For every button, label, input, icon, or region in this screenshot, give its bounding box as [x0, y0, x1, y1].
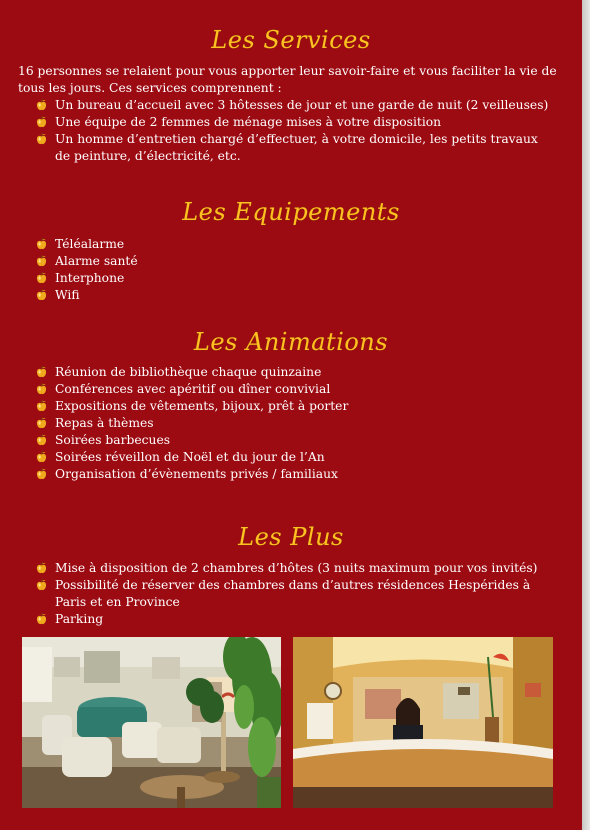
- equipements-list-item-text: Téléalarme: [55, 237, 125, 251]
- services-intro: 16 personnes se relaient pour vous apporter leur savoir-faire et vous faciliter la vie de tous les jours. Ces services comprennent :: [18, 64, 557, 95]
- reception-desk-photo: [293, 637, 553, 808]
- plus-list-item: [36, 611, 556, 628]
- animations-list-item-text: Réunion de bibliothèque chaque quinzaine: [55, 365, 322, 379]
- services-list-item-text: Un bureau d’accueil avec 3 hôtesses de jour et une garde de nuit (2 veilleuses): [55, 98, 549, 112]
- plus-heading: Les Plus: [238, 523, 344, 551]
- apple-bullet-icon: [36, 255, 47, 267]
- services-list-item: [36, 114, 556, 131]
- plus-list-item: [36, 560, 556, 577]
- apple-bullet-icon: [36, 579, 47, 591]
- animations-list-item: [36, 381, 556, 398]
- animations-list-item: [36, 466, 556, 483]
- animations-list-item: [36, 449, 556, 466]
- equipements-list-item: [36, 270, 556, 287]
- apple-bullet-icon: [36, 289, 47, 301]
- plus-list-item-text: Possibilité de réserver des chambres dans d’autres résidences Hespérides à Paris et en Province: [55, 578, 531, 609]
- equipements-list-item-text: Interphone: [55, 271, 125, 285]
- animations-list-item: [36, 398, 556, 415]
- animations-list-item-text: Conférences avec apéritif ou dîner convivial: [55, 382, 331, 396]
- plus-list-item-text: Mise à disposition de 2 chambres d’hôtes (3 nuits maximum pour vos invités): [55, 561, 538, 575]
- apple-bullet-icon: [36, 116, 47, 128]
- animations-heading: Les Animations: [193, 328, 389, 356]
- animations-list-item-text: Expositions de vêtements, bijoux, prêt à porter: [55, 399, 349, 413]
- animations-list-item-text: Soirées barbecues: [55, 433, 171, 447]
- services-list-item-text: Un homme d’entretien chargé d’effectuer, à votre domicile, les petits travaux de peinture, d’électricité, etc.: [55, 132, 538, 163]
- plus-list-item: [36, 577, 556, 611]
- equipements-list-item-text: Alarme santé: [55, 254, 138, 268]
- equipements-list-item: [36, 236, 556, 253]
- services-list-item-text: Une équipe de 2 femmes de ménage mises à votre disposition: [55, 115, 442, 129]
- apple-bullet-icon: [36, 451, 47, 463]
- apple-bullet-icon: [36, 99, 47, 111]
- animations-list-item-text: Soirées réveillon de Noël et du jour de l’An: [55, 450, 325, 464]
- apple-bullet-icon: [36, 383, 47, 395]
- services-list-item: [36, 97, 556, 114]
- equipements-list-item: [36, 287, 556, 304]
- services-heading: Les Services: [211, 26, 371, 54]
- lounge-photo: [22, 637, 281, 808]
- equipements-heading: Les Equipements: [182, 198, 400, 226]
- animations-list: [36, 364, 556, 483]
- apple-bullet-icon: [36, 613, 47, 625]
- apple-bullet-icon: [36, 468, 47, 480]
- apple-bullet-icon: [36, 366, 47, 378]
- animations-list-item: [36, 364, 556, 381]
- animations-list-item-text: Repas à thèmes: [55, 416, 154, 430]
- apple-bullet-icon: [36, 238, 47, 250]
- apple-bullet-icon: [36, 133, 47, 145]
- services-list: [36, 97, 556, 165]
- equipements-list-item-text: Wifi: [55, 288, 80, 302]
- equipements-list: [36, 236, 556, 304]
- apple-bullet-icon: [36, 434, 47, 446]
- apple-bullet-icon: [36, 417, 47, 429]
- animations-list-item: [36, 432, 556, 449]
- services-list-item: [36, 131, 556, 165]
- animations-list-item-text: Organisation d’évènements privés / familiaux: [55, 467, 338, 481]
- apple-bullet-icon: [36, 400, 47, 412]
- plus-list-item-text: Parking: [55, 612, 104, 626]
- apple-bullet-icon: [36, 272, 47, 284]
- apple-bullet-icon: [36, 562, 47, 574]
- animations-list-item: [36, 415, 556, 432]
- page-edge: [582, 0, 590, 830]
- plus-list: [36, 560, 556, 628]
- equipements-list-item: [36, 253, 556, 270]
